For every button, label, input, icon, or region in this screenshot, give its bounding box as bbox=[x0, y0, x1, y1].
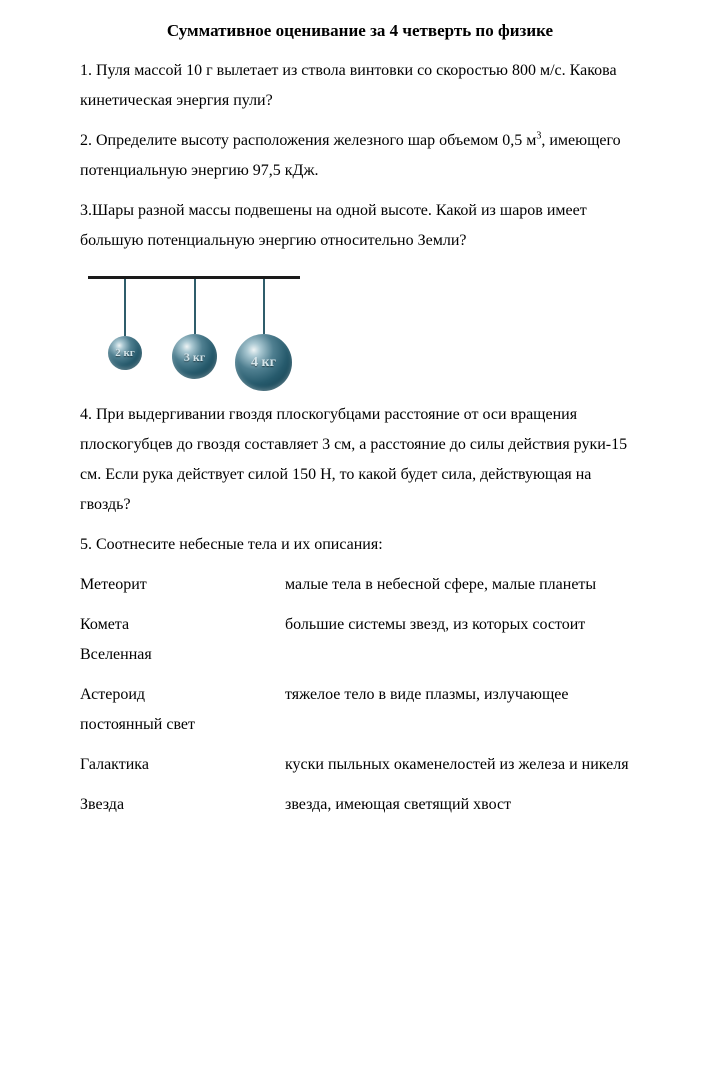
question-3: 3.Шары разной массы подвешены на одной высоте. Какой из шаров имеет большую потенциальную энергию относительно Земли? bbox=[80, 202, 587, 249]
matching-description-1: малые тела в небесной сфере, малые планеты bbox=[285, 576, 597, 593]
ball-2kg bbox=[108, 336, 142, 370]
matching-term-asteroid: Астероид bbox=[80, 686, 146, 703]
question-2 bbox=[80, 126, 640, 186]
ball-2kg-label: 2 кг bbox=[115, 346, 135, 359]
question-2-text: 2. Определите высоту расположения железного шар объемом 0,5 м bbox=[80, 132, 537, 149]
matching-row-zvezda bbox=[80, 790, 640, 820]
ball-4kg bbox=[235, 334, 292, 391]
matching-row-meteorit bbox=[80, 570, 640, 600]
question-1: 1. Пуля массой 10 г вылетает из ствола винтовки со скоростью 800 м/с. Какова кинетическая энергия пули? bbox=[80, 62, 617, 109]
matching-term-zvezda: Звезда bbox=[80, 796, 125, 813]
pendulum-balls-figure bbox=[80, 266, 640, 388]
question-2-text-continued: , имеющего потенциальную энергию 97,5 кДж. bbox=[80, 132, 621, 179]
ball-4kg-label: 4 кг bbox=[251, 354, 276, 370]
matching-term-galaktika: Галактика bbox=[80, 756, 149, 773]
matching-row-asteroid bbox=[80, 680, 640, 740]
question-4: 4. При выдергивании гвоздя плоскогубцами расстояние от оси вращения плоскогубцев до гвоздя составляет 3 см, а расстояние до силы действия руки-15 см. Если рука действует силой 150 Н, то какой будет сила, действующая на гвоздь? bbox=[80, 406, 628, 513]
matching-row-kometa bbox=[80, 610, 640, 670]
matching-description-5: звезда, имеющая светящий хвост bbox=[285, 796, 512, 813]
string-3 bbox=[263, 279, 265, 334]
ball-3kg bbox=[172, 334, 217, 379]
matching-description-3: тяжелое тело в виде плазмы, излучающее постоянный свет bbox=[80, 686, 569, 733]
matching-term-meteorit: Метеорит bbox=[80, 576, 147, 593]
matching-description-2: большие системы звезд, из которых состоит Вселенная bbox=[80, 616, 586, 663]
matching-row-galaktika bbox=[80, 750, 640, 780]
ball-3kg-label: 3 кг bbox=[183, 349, 206, 364]
question-5: 5. Соотнесите небесные тела и их описания: bbox=[80, 536, 383, 553]
matching-description-4: куски пыльных окаменелостей из железа и никеля bbox=[285, 756, 629, 773]
matching-term-kometa: Комета bbox=[80, 616, 130, 633]
string-1 bbox=[124, 279, 126, 336]
question-2-superscript: 3 bbox=[536, 130, 542, 142]
document-title: Суммативное оценивание за 4 четверть по физике bbox=[166, 21, 554, 40]
string-2 bbox=[194, 279, 196, 334]
